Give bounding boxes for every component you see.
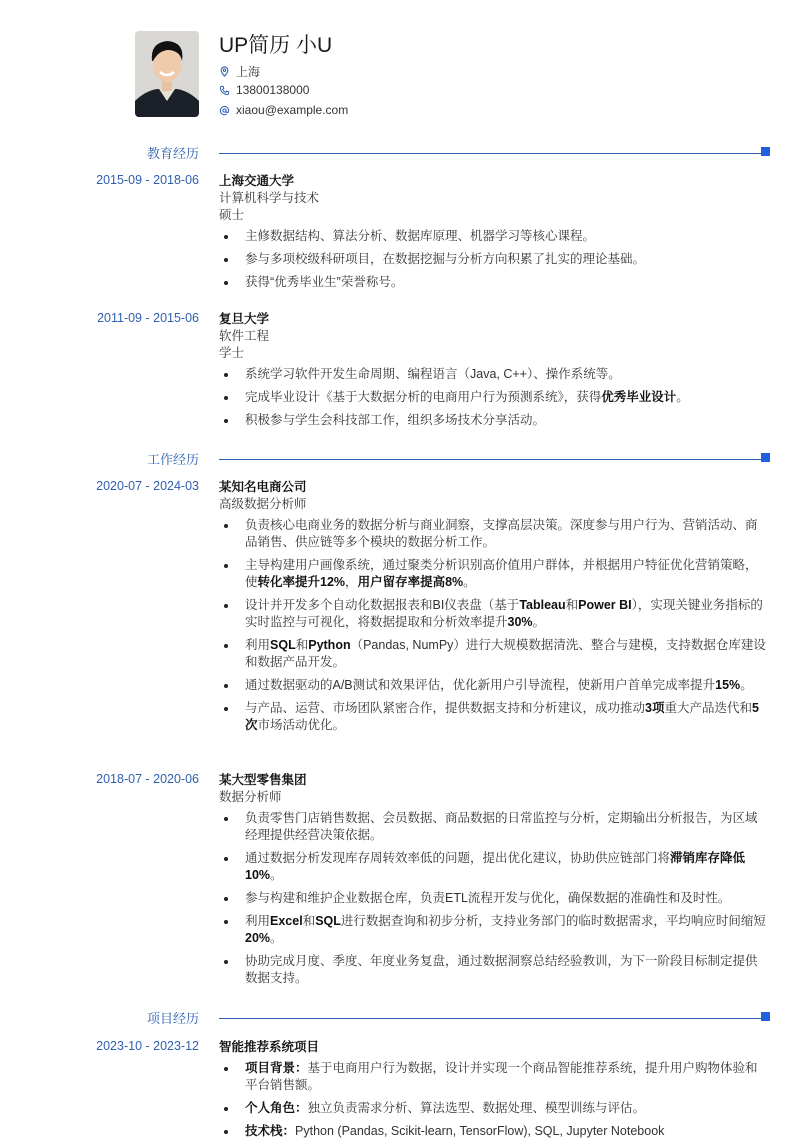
list-item: 积极参与学生会科技部工作，组织多场技术分享活动。 — [219, 412, 769, 429]
list-item: 参与多项校级科研项目，在数据挖掘与分析方向积累了扎实的理论基础。 — [219, 251, 769, 268]
avatar-photo — [135, 31, 199, 117]
entry-date: 2018-07 - 2020-06 — [96, 772, 199, 786]
job-title: 高级数据分析师 — [219, 497, 307, 511]
list-item: 项目背景：基于电商用户行为数据，设计并实现一个商品智能推荐系统，提升用户购物体验和平台销售额。 — [219, 1060, 769, 1094]
at-icon — [219, 105, 230, 116]
candidate-name: UP简历 小U — [219, 34, 333, 57]
entry-date: 2023-10 - 2023-12 — [96, 1039, 199, 1053]
degree: 硕士 — [219, 208, 245, 222]
section-marker — [761, 147, 770, 156]
list-item: 协助完成月度、季度、年度业务复盘，通过数据洞察总结经验教训，为下一阶段目标制定提供数据支持。 — [219, 953, 769, 987]
school-name: 上海交通大学 — [219, 174, 295, 188]
entry-date: 2020-07 - 2024-03 — [96, 479, 199, 493]
section-divider — [219, 1018, 762, 1019]
section-divider — [219, 459, 762, 460]
list-item: 设计并开发多个自动化数据报表和BI仪表盘（基于Tableau和Power BI），实现关键业务指标的实时监控与可视化，将数据提取和分析效率提升30%。 — [219, 597, 769, 631]
list-item: 主修数据结构、算法分析、数据库原理、机器学习等核心课程。 — [219, 228, 769, 245]
major: 计算机科学与技术 — [219, 191, 320, 205]
list-item: 利用SQL和Python（Pandas, NumPy）进行大规模数据清洗、整合与建模，支持数据仓库建设和数据产品开发。 — [219, 637, 769, 671]
degree: 学士 — [219, 346, 245, 360]
bullet-list — [219, 1060, 769, 1140]
company-name: 某大型零售集团 — [219, 773, 307, 787]
list-item: 技术栈：Python (Pandas, Scikit-learn, TensorFlow), SQL, Jupyter Notebook — [219, 1123, 769, 1140]
bullet-list — [219, 228, 769, 291]
job-title: 数据分析师 — [219, 790, 282, 804]
map-pin-icon — [219, 66, 230, 77]
list-item: 个人角色：独立负责需求分析、算法选型、数据处理、模型训练与评估。 — [219, 1100, 769, 1117]
section-title: 教育经历 — [146, 146, 199, 161]
bullet-list — [219, 517, 769, 734]
bullet-list — [219, 810, 769, 987]
contact-location: 上海 — [219, 63, 260, 80]
section-work-header — [0, 449, 799, 469]
major: 软件工程 — [219, 329, 270, 343]
section-title: 工作经历 — [146, 452, 199, 467]
company-name: 某知名电商公司 — [219, 480, 307, 494]
section-divider — [219, 153, 762, 154]
section-education-header — [0, 143, 799, 163]
section-title: 项目经历 — [146, 1011, 199, 1026]
list-item: 通过数据分析发现库存周转效率低的问题，提出优化建议，协助供应链部门将滞销库存降低10%。 — [219, 850, 769, 884]
phone-icon — [219, 85, 230, 96]
list-item: 负责核心电商业务的数据分析与商业洞察，支撑高层决策。深度参与用户行为、营销活动、商品销售、供应链等多个模块的数据分析工作。 — [219, 517, 769, 551]
contact-email: xiaou@example.com — [219, 103, 348, 117]
list-item: 获得“优秀毕业生”荣誉称号。 — [219, 274, 769, 291]
list-item: 参与构建和维护企业数据仓库，负责ETL流程开发与优化，确保数据的准确性和及时性。 — [219, 890, 769, 907]
contact-phone: 13800138000 — [219, 83, 309, 97]
project-name: 智能推荐系统项目 — [219, 1040, 320, 1054]
entry-date: 2011-09 - 2015-06 — [97, 311, 199, 325]
list-item: 系统学习软件开发生命周期、编程语言（Java, C++）、操作系统等。 — [219, 366, 769, 383]
entry-date: 2015-09 - 2018-06 — [96, 173, 199, 187]
section-projects-header — [0, 1008, 799, 1028]
list-item: 与产品、运营、市场团队紧密合作，提供数据支持和分析建议，成功推动3项重大产品迭代和5次市场活动优化。 — [219, 700, 769, 734]
list-item: 负责零售门店销售数据、会员数据、商品数据的日常监控与分析，定期输出分析报告，为区域经理提供经营决策依据。 — [219, 810, 769, 844]
list-item: 通过数据驱动的A/B测试和效果评估，优化新用户引导流程，使新用户首单完成率提升15%。 — [219, 677, 769, 694]
bullet-list — [219, 366, 769, 429]
list-item: 利用Excel和SQL进行数据查询和初步分析，支持业务部门的临时数据需求，平均响应时间缩短20%。 — [219, 913, 769, 947]
section-marker — [761, 453, 770, 462]
school-name: 复旦大学 — [219, 312, 270, 326]
list-item: 完成毕业设计《基于大数据分析的电商用户行为预测系统》，获得优秀毕业设计。 — [219, 389, 769, 406]
list-item: 主导构建用户画像系统，通过聚类分析识别高价值用户群体，并根据用户特征优化营销策略，使转化率提升12%，用户留存率提高8%。 — [219, 557, 769, 591]
list-item-text: 完成毕业设计《基于大数据分析的电商用户行为预测系统》，获得 — [245, 390, 602, 404]
section-marker — [761, 1012, 770, 1021]
